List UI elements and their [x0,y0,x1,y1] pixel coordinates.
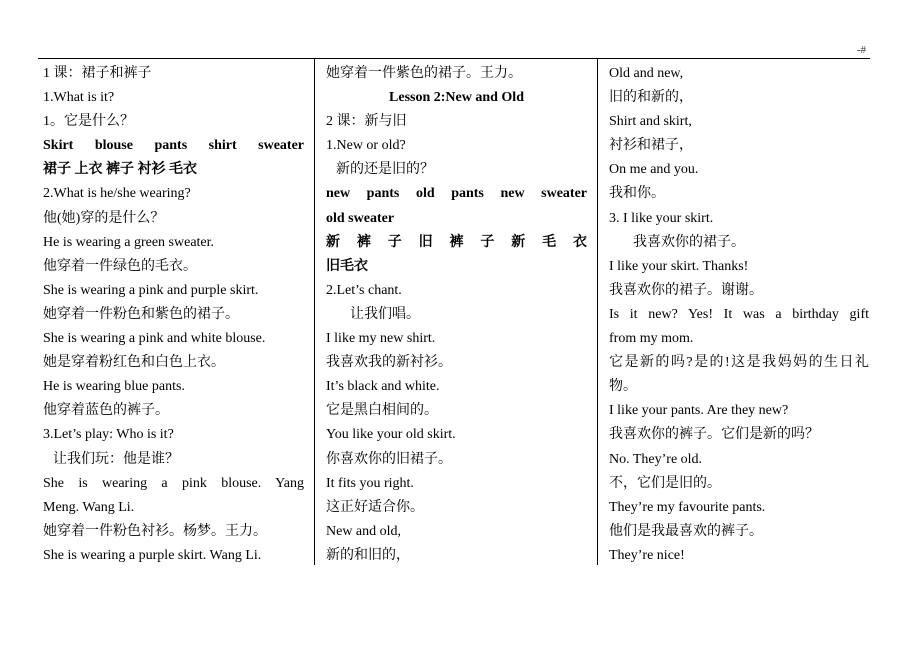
column-divider-1 [314,59,315,565]
text-line: I like my new shirt. [326,331,436,347]
text-line: 她穿着一件粉色衬衫。杨梦。王力。 [43,523,267,539]
lesson-2-title: Lesson 2:New and Old [389,90,524,106]
right-column [609,62,869,568]
text-line: 新的还是旧的？ [336,162,434,178]
text-line: They’re my favourite pants. [609,499,766,515]
text-line: 我和你。 [609,186,665,202]
text-line: 3. I like your skirt. [609,210,714,226]
vocab-line: old sweater [326,210,395,226]
text-line: Is it new? Yes! It was a birthday gift [609,306,869,322]
text-line: 让我们玩：他是谁？ [53,451,179,467]
vocab-line: 裙子 上衣 裤子 衬衫 毛衣 [43,162,197,178]
middle-column [326,62,587,568]
text-line: It fits you right. [326,475,414,491]
text-line: 1。它是什么？ [43,114,134,130]
text-line: 不，它们是旧的。 [609,475,721,491]
text-line: On me and you. [609,162,699,178]
text-line: I like your skirt. Thanks! [609,258,749,274]
text-line: 它是黑白相间的。 [326,403,438,419]
vocab-line: 旧毛衣 [326,258,368,274]
top-rule [38,58,870,59]
text-line: I like your pants. Are they new? [609,403,789,419]
text-line: from my mom. [609,331,694,347]
text-line: 她穿着一件粉色和紫色的裙子。 [43,306,239,322]
text-line: 我喜欢你的裤子。它们是新的吗？ [609,427,819,443]
text-line: 衬衫和裙子， [609,138,693,154]
text-line: 她是穿着粉红色和白色上衣。 [43,355,225,371]
text-line: 你喜欢你的旧裙子。 [326,451,452,467]
text-line: 1.What is it? [43,90,115,106]
text-line: 2 课：新与旧 [326,114,407,130]
text-line: 让我们唱。 [350,306,420,322]
text-line: 他(她)穿的是什么？ [43,210,165,226]
text-line: Old and new, [609,66,684,81]
header-mark: -# [856,44,866,56]
text-line: 1.New or old? [326,138,406,154]
text-line: 新的和旧的， [326,547,410,563]
text-line: 它是新的吗?是的!这是我妈妈的生日礼 [609,355,869,371]
text-line: New and old, [326,523,402,539]
text-line: Shirt and skirt, [609,114,692,130]
vocab-line: 新 裤 子 旧 裤 子 新 毛 衣 [326,234,587,250]
text-line: 我喜欢你的裙子。 [633,234,745,250]
lesson-1-title: 1 课：裙子和裤子 [43,66,152,81]
text-line: 她穿着一件紫色的裙子。王力。 [326,66,522,81]
column-divider-2 [597,59,598,565]
text-line: She is wearing a pink blouse. Yang [43,475,304,491]
text-line: She is wearing a pink and purple skirt. [43,282,259,298]
text-line: 他穿着一件绿色的毛衣。 [43,258,197,274]
text-line: She is wearing a purple skirt. Wang Li. [43,547,262,563]
text-line: He is wearing blue pants. [43,379,185,395]
text-line: Meng. Wang Li. [43,499,135,515]
text-line: They’re nice! [609,547,685,563]
text-line: 物。 [609,379,637,395]
text-line: It’s black and white. [326,379,440,395]
text-line: 旧的和新的， [609,90,693,106]
text-line: She is wearing a pink and white blouse. [43,331,266,347]
text-line: 3.Let’s play: Who is it? [43,427,174,443]
text-line: 他穿着蓝色的裤子。 [43,403,169,419]
text-line: 2.What is he/she wearing? [43,186,191,202]
text-line: 他们是我最喜欢的裤子。 [609,523,763,539]
text-line: 2.Let’s chant. [326,282,402,298]
vocab-line: Skirt blouse pants shirt sweater [43,138,304,154]
text-line: 我喜欢我的新衬衫。 [326,355,452,371]
text-line: 这正好适合你。 [326,499,424,515]
left-column [43,62,304,568]
text-line: He is wearing a green sweater. [43,234,215,250]
text-line: You like your old skirt. [326,427,456,443]
vocab-line: new pants old pants new sweater [326,186,587,202]
text-line: No. They’re old. [609,451,703,467]
text-line: 我喜欢你的裙子。谢谢。 [609,282,763,298]
